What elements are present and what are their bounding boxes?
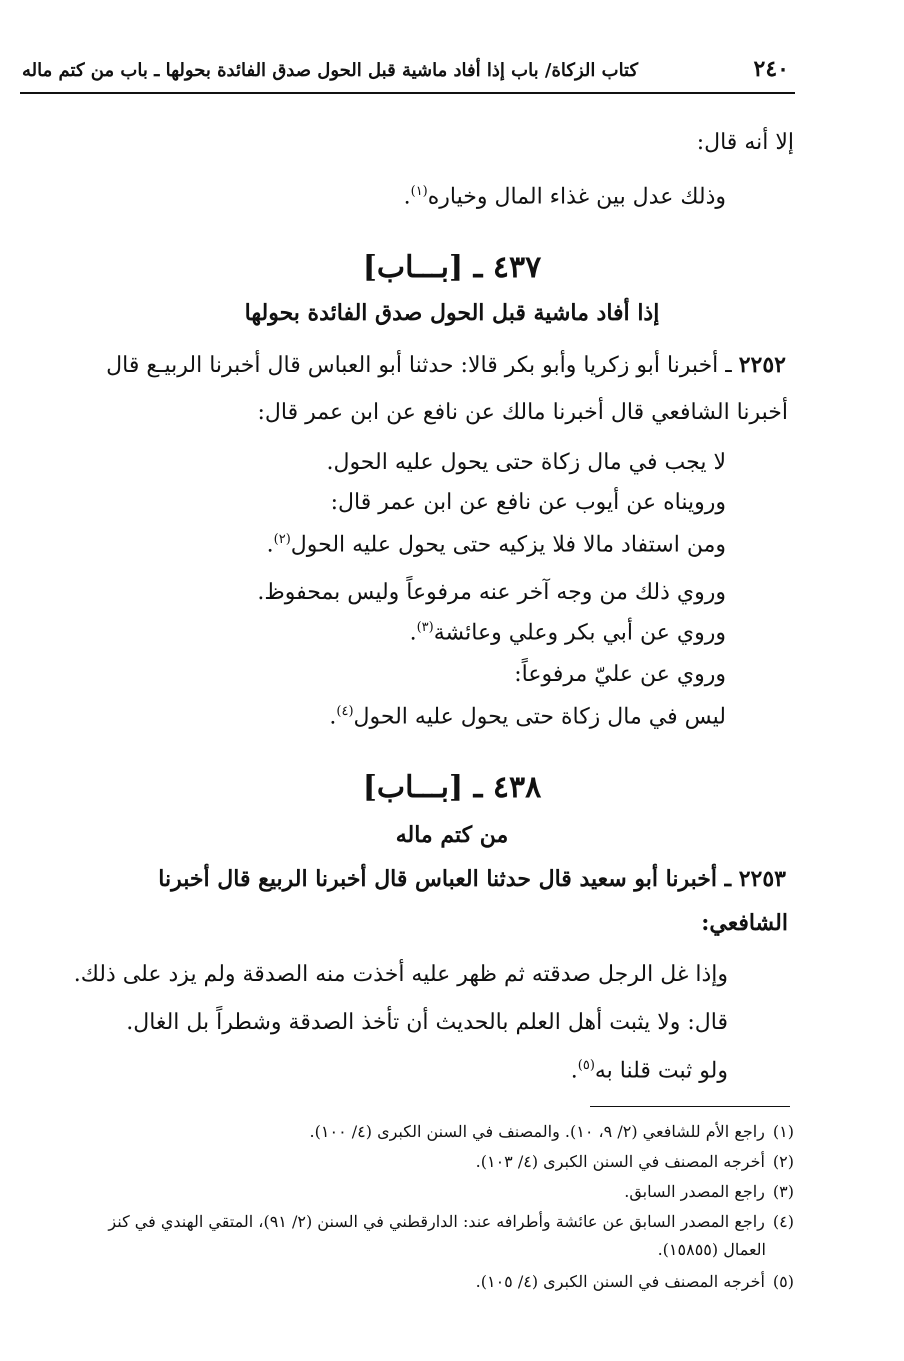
hadith-2252-line-1: ٢٢٥٢ ـ أخبرنا أبو زكريا وأبو بكر قالا: حدثنا أبو العباس قال أخبرنا الربيـع قال (106, 352, 786, 378)
hadith-2252-line-3: لا يجب في مال زكاة حتى يحول عليه الحول. (326, 450, 726, 475)
running-header (20, 52, 795, 94)
footnote-ref-1[interactable]: (١) (410, 184, 428, 199)
footnote-5: (٥)أخرجه المصنف في السنن الكبرى (٤/ ١٠٥). (475, 1272, 794, 1291)
chapter-438-title: من كتم ماله (395, 822, 509, 848)
footnote-4-continuation: العمال (١٥٨٥٥). (657, 1240, 766, 1259)
chapter-437-heading: ٤٣٧ ـ [بـــاب] (362, 250, 542, 285)
footnote-separator (590, 1106, 790, 1107)
hadith-2252-line-2: أخبرنا الشافعي قال أخبرنا مالك عن نافع عن ابن عمر قال: (257, 400, 788, 425)
chapter-438-heading: ٤٣٨ ـ [بـــاب] (362, 770, 542, 805)
hadith-number: ٢٢٥٣ (738, 866, 786, 892)
running-title: كتاب الزكاة/ باب إذا أفاد ماشية قبل الحول صدق الفائدة بحولها ـ باب من كتم ماله (22, 60, 639, 81)
hadith-2253-line-5: ولو ثبت قلنا به$^{(٥)}$. (570, 1058, 728, 1084)
hadith-number: ٢٢٥٢ (738, 352, 786, 378)
footnote-ref-5[interactable]: (٥) (577, 1058, 595, 1073)
hadith-2253-line-1: ٢٢٥٣ ـ أخبرنا أبو سعيد قال حدثنا العباس قال أخبرنا الربيع قال أخبرنا (158, 866, 786, 892)
hadith-2252-line-5: ومن استفاد مالا فلا يزكيه حتى يحول عليه الحول$^{(٢)}$. (266, 532, 726, 558)
footnote-2: (٢)أخرجه المصنف في السنن الكبرى (٤/ ١٠٣). (475, 1152, 794, 1171)
hadith-2253-line-3: وإذا غل الرجل صدقته ثم ظهر عليه أخذت منه الصدقة ولم يزد على ذلك. (73, 962, 728, 987)
footnote-ref-2[interactable]: (٢) (273, 532, 291, 547)
footnote-ref-4[interactable]: (٤) (336, 704, 354, 719)
hadith-2252-line-6: وروي ذلك من وجه آخر عنه مرفوعاً وليس بمحفوظ. (257, 580, 726, 605)
hadith-2252-line-9: ليس في مال زكاة حتى يحول عليه الحول$^{(٤)}$. (329, 704, 726, 730)
footnote-3: (٣)راجع المصدر السابق. (624, 1182, 794, 1201)
footnote-1: (١)راجع الأم للشافعي (٢/ ٩، ١٠). والمصنف في السنن الكبرى (٤/ ١٠٠). (309, 1122, 794, 1141)
hadith-2252-line-4: ورويناه عن أيوب عن نافع عن ابن عمر قال: (330, 490, 726, 515)
hadith-2253-line-2: الشافعي: (701, 910, 788, 936)
chapter-437-title: إذا أفاد ماشية قبل الحول صدق الفائدة بحولها (244, 300, 660, 326)
page-number: ٢٤٠ (753, 56, 789, 82)
hadith-2252-line-7: وروي عن أبي بكر وعلي وعائشة$^{(٣)}$. (409, 620, 726, 646)
intro-line-1: إلا أنه قال: (696, 130, 794, 155)
footnote-4: (٤)راجع المصدر السابق عن عائشة وأطرافه عند: الدارقطني في السنن (٢/ ٩١)، المتقي الهندي في كنز (108, 1212, 794, 1231)
intro-line-2: وذلك عدل بين غذاء المال وخياره$^{(١)}$. (403, 184, 726, 210)
hadith-2253-line-4: قال: ولا يثبت أهل العلم بالحديث أن تأخذ الصدقة وشطراً بل الغال. (126, 1010, 728, 1035)
hadith-2252-line-8: وروي عن عليّ مرفوعاً: (514, 662, 726, 687)
footnote-ref-3[interactable]: (٣) (416, 620, 434, 635)
